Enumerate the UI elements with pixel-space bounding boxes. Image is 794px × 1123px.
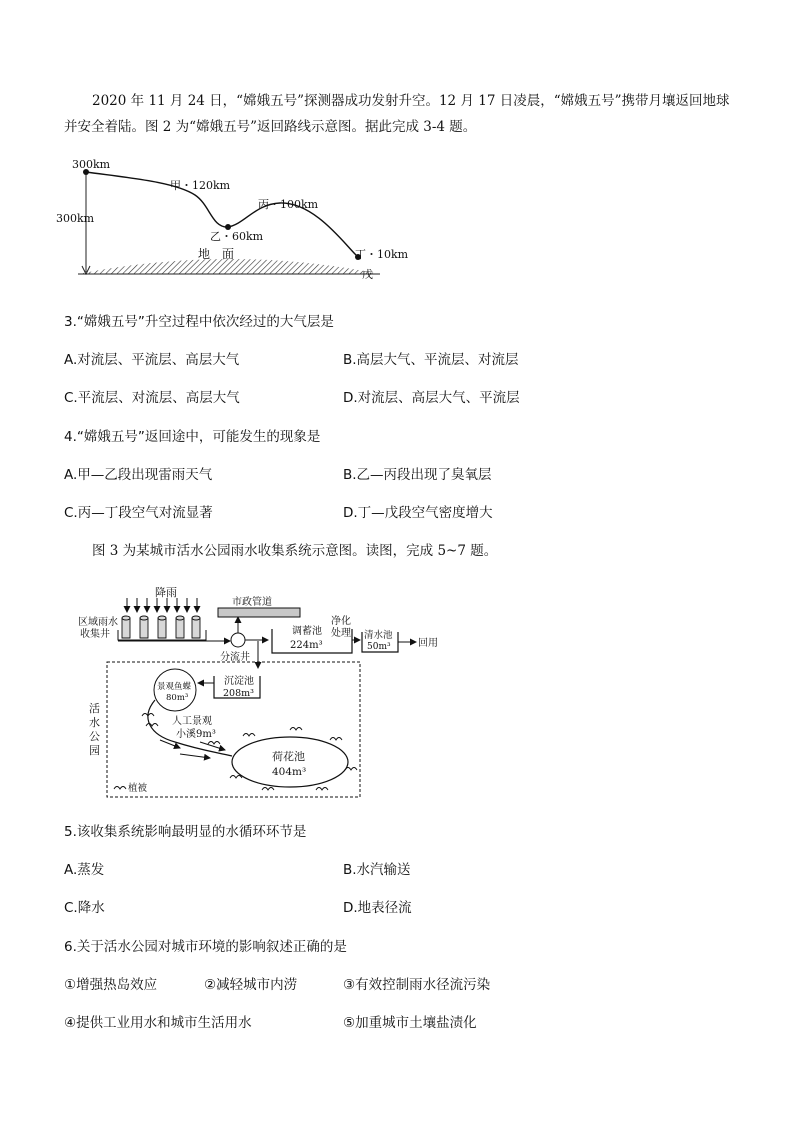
rain-arrows — [127, 598, 197, 612]
stream — [148, 700, 232, 756]
diverter-well — [231, 633, 245, 647]
stream-arrow-3 — [200, 742, 225, 750]
park-label-4: 园 — [89, 744, 100, 757]
purify-label-1: 净化 — [331, 616, 351, 627]
lotus-pond-volume: 404m³ — [272, 766, 307, 778]
q3-stem: 3.“嫦娥五号”升空过程中依次经过的大气层是 — [64, 314, 334, 330]
park-label-3: 公 — [89, 730, 100, 743]
rain-label: 降雨 — [155, 586, 177, 599]
regulation-volume: 224m³ — [290, 640, 323, 651]
top-altitude-label: 300km — [72, 158, 111, 171]
vegetation-legend-label: 植被 — [128, 783, 148, 794]
collection-wells — [122, 616, 200, 638]
q4-option-b: B.乙—丙段出现了臭氧层 — [343, 467, 492, 483]
height-label: 300km — [56, 212, 95, 225]
regulation-label: 调蓄池 — [292, 626, 322, 637]
stream-label-1: 人工景观 — [172, 716, 212, 727]
reuse-label: 回用 — [418, 638, 438, 649]
collection-label-1: 区域雨水 — [78, 617, 118, 628]
municipal-pipe — [218, 608, 300, 617]
stream-label-2: 小溪9m³ — [176, 729, 216, 740]
clear-pool-label: 清水池 — [364, 630, 393, 641]
q5-option-a: A.蒸发 — [64, 862, 105, 878]
clear-pool-volume: 50m³ — [367, 642, 391, 652]
fish-pond-label: 景观鱼蝶 — [157, 682, 192, 692]
intro-line-1: 2020 年 11 月 24 日，“嫦娥五号”探测器成功发射升空。12 月 17 日凌晨，“嫦娥五号”携带月壤返回地球 — [92, 93, 730, 109]
q6-item-2: ②减轻城市内涝 — [204, 977, 298, 993]
purify-label-2: 处理 — [331, 628, 351, 639]
q4-option-c: C.丙—丁段空气对流显著 — [64, 505, 213, 521]
municipal-label: 市政管道 — [232, 597, 272, 608]
q6-item-3: ③有效控制雨水径流污染 — [343, 977, 491, 993]
q5-stem: 5.该收集系统影响最明显的水循环环节是 — [64, 824, 307, 840]
q3-option-d: D.对流层、高层大气、平流层 — [343, 390, 520, 406]
q4-option-a: A.甲—乙段出现雷雨天气 — [64, 467, 213, 483]
q5-option-b: B.水汽输送 — [343, 862, 411, 878]
stream-arrow-2 — [180, 754, 210, 758]
q4-option-d: D.丁—戊段空气密度增大 — [343, 505, 493, 521]
q4-stem: 4.“嫦娥五号”返回途中，可能发生的现象是 — [64, 429, 321, 445]
q3-option-b: B.高层大气、平流层、对流层 — [343, 352, 519, 368]
stream-arrow-1 — [160, 740, 180, 748]
diverter-label: 分流井 — [220, 652, 250, 663]
intro-2: 图 3 为某城市活水公园雨水收集系统示意图。读图，完成 5~7 题。 — [92, 543, 498, 559]
lotus-pond-label: 荷花池 — [272, 750, 305, 763]
sediment-label: 沉淀池 — [224, 676, 254, 687]
q3-option-c: C.平流层、对流层、高层大气 — [64, 390, 240, 406]
vegetation-legend-icon — [114, 787, 126, 790]
q3-option-a: A.对流层、平流层、高层大气 — [64, 352, 240, 368]
intro-line-2: 并安全着陆。图 2 为“嫦娥五号”返回路线示意图。据此完成 3-4 题。 — [64, 119, 477, 135]
point-wu-label: 戊 — [362, 268, 373, 281]
q6-stem: 6.关于活水公园对城市环境的影响叙述正确的是 — [64, 939, 347, 955]
point-yi-label: 乙・60km — [210, 230, 264, 243]
q6-item-4: ④提供工业用水和城市生活用水 — [64, 1015, 252, 1031]
fish-pond-volume: 80m³ — [166, 693, 189, 703]
sediment-volume: 208m³ — [223, 688, 254, 699]
park-label-2: 水 — [89, 716, 100, 729]
ground-label: 地 面 — [198, 247, 235, 261]
q6-item-1: ①增强热岛效应 — [64, 977, 158, 993]
q6-item-5: ⑤加重城市土壤盐渍化 — [343, 1015, 477, 1031]
point-jia-label: 甲・120km — [170, 179, 231, 192]
collection-label-2: 收集井 — [80, 629, 110, 640]
point-ding-label: 丁・10km — [355, 248, 409, 261]
q5-option-d: D.地表径流 — [343, 900, 412, 916]
park-label-1: 活 — [89, 702, 100, 715]
point-bing-label: 丙・100km — [258, 198, 319, 211]
q5-option-c: C.降水 — [64, 900, 105, 916]
